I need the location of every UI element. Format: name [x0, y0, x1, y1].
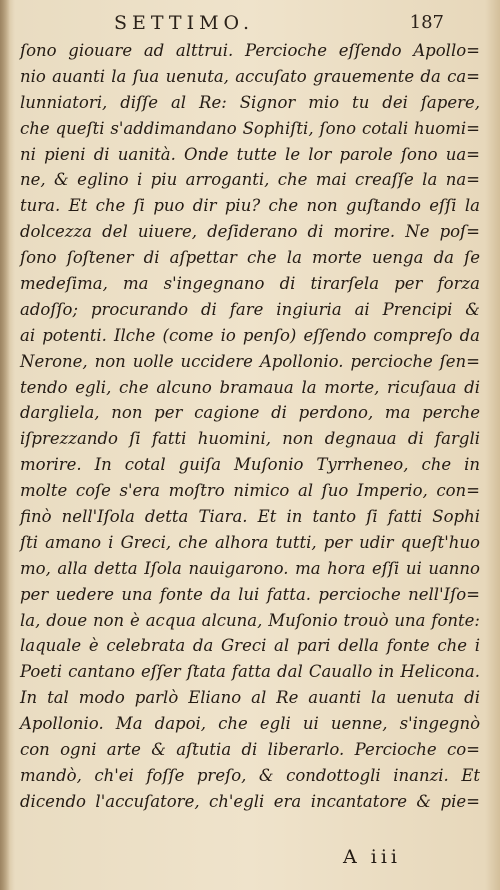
text-line: dicendo l'accuſatore, ch'egli era incantatore & pie= [20, 791, 480, 811]
text-line: lunniatori, diſſe al Re: Signor mio tu dei ſapere, [20, 92, 480, 112]
running-head: SETTIMO. [114, 12, 255, 34]
text-line: adoſſo; procurando di fare ingiuria ai Prencipi & [20, 299, 480, 319]
text-line: mandò, ch'ei foſſe preſo, & condottogli inanzi. Et [20, 765, 480, 785]
text-line: iſprezzando ſi fatti huomini, non degnaua di fargli [20, 429, 480, 449]
text-line: tendo egli, che alcuno bramaua la morte, ricuſaua di [20, 377, 480, 397]
text-line: per uedere una fonte da lui fatta. percioche nell'Iſo= [20, 584, 480, 604]
text-line: con ogni arte & aſtutia di liberarlo. Percioche co= [20, 740, 480, 760]
text-line: ai potenti. Ilche (come io penſo) eſſendo compreſo da [20, 325, 480, 345]
text-line: medeſima, ma s'ingegnano di tirarſela per forza [20, 274, 480, 294]
text-line: Apollonio. Ma dapoi, che egli ui uenne, s'ingegnò [20, 714, 480, 734]
signature-mark: A iii [343, 846, 401, 868]
page-header [64, 10, 444, 36]
text-line: ni pieni di uanità. Onde tutte le lor parole ſono ua= [20, 144, 480, 164]
text-line: molte coſe s'era moſtro nimico al ſuo Imperio, con= [20, 481, 480, 501]
text-line: laquale è celebrata da Greci al pari della fonte che i [20, 636, 480, 656]
text-line: morire. In cotal guiſa Muſonio Tyrrheneo, che in [20, 455, 480, 475]
text-line: ſono ſoſtener di aſpettar che la morte uenga da ſe [20, 248, 480, 268]
body-text [20, 38, 480, 815]
text-line: Poeti cantano eſſer ſtata fatta dal Cauallo in Helicona. [20, 662, 480, 682]
text-line: Nerone, non uolle uccidere Apollonio. percioche ſen= [20, 351, 480, 371]
text-line: In tal modo parlò Eliano al Re auanti la uenuta di [20, 688, 480, 708]
text-line: la, doue non è acqua alcuna, Muſonio trouò una fonte: [20, 610, 480, 630]
text-line: finò nell'Iſola detta Tiara. Et in tanto ſi fatti Sophi [20, 507, 480, 527]
text-line: ſti amano i Greci, che alhora tutti, per udir queſt'huo [20, 532, 480, 552]
text-line: che queſti s'addimandano Sophiſti, ſono cotali huomi= [20, 118, 480, 138]
page-number: 187 [409, 12, 444, 33]
text-line: dolcezza del uiuere, deſiderano di morire. Ne poſ= [20, 222, 480, 242]
text-line: dargliela, non per cagione di perdono, ma perche [20, 403, 480, 423]
text-line: ſono giouare ad alttrui. Percioche eſſendo Apollo= [20, 41, 480, 60]
text-line: ne, & eglino i piu arroganti, che mai creaſſe la na= [20, 170, 480, 190]
text-line: nio auanti la ſua uenuta, accuſato grauemente da ca= [20, 66, 480, 86]
text-line: tura. Et che ſi puo dir piu? che non guſtando eſſi la [20, 196, 480, 216]
text-line: mo, alla detta Iſola nauigarono. ma hora eſſi ui uanno [20, 558, 480, 578]
